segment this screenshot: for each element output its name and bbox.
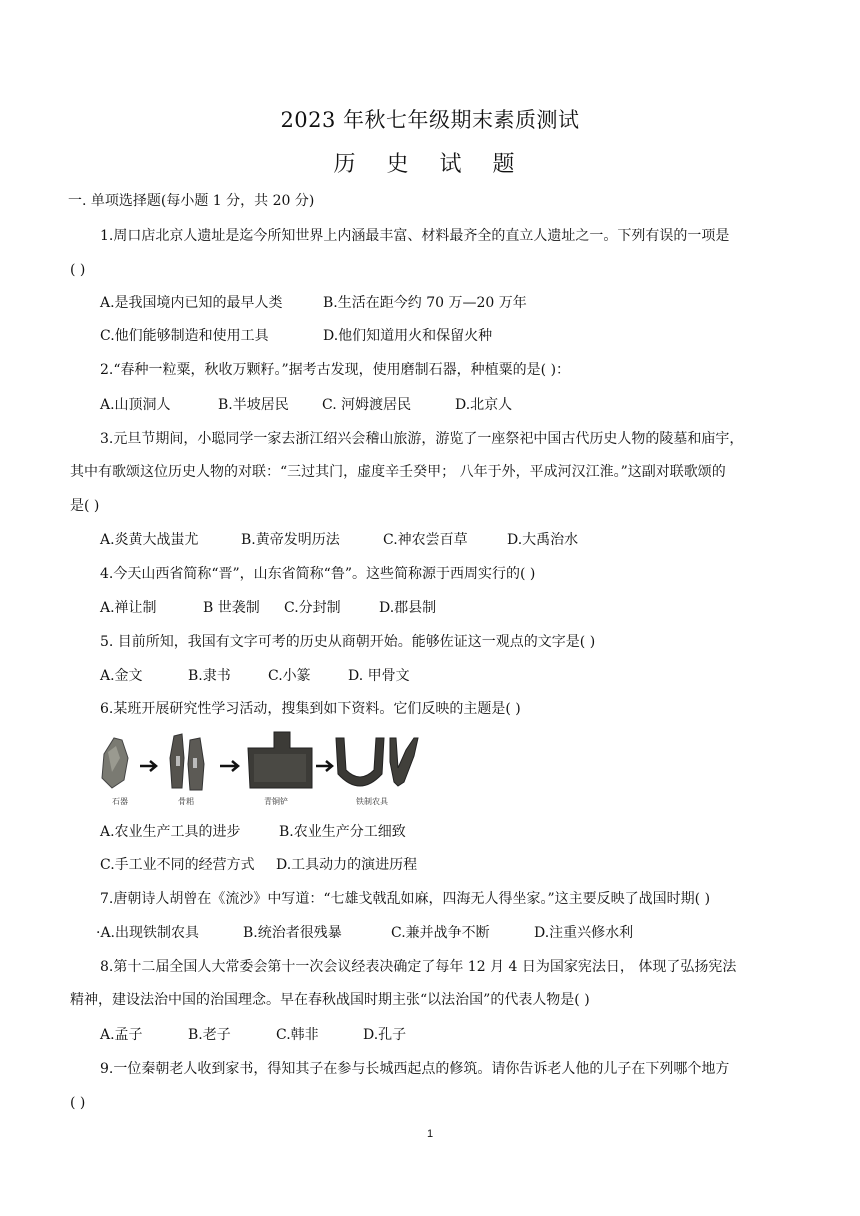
question-2-option-b: B.半坡居民 bbox=[218, 397, 289, 413]
question-8-option-b: B.老子 bbox=[188, 1027, 231, 1043]
question-1-option-a: A.是我国境内已知的最早人类 bbox=[100, 295, 283, 311]
question-4-text: 4.今天山西省简称“晋”，山东省简称“鲁”。这些简称源于西周实行的( ) bbox=[100, 566, 536, 582]
question-8-text-line-1: 8.第十二届全国人大常委会第十一次会议经表决确定了每年 12 月 4 日为国家宪法日， 体现了弘扬宪法 bbox=[100, 959, 737, 975]
farming-tools-figure bbox=[98, 728, 428, 810]
question-2-text: 2.“春种一粒粟，秋收万颗籽。”据考古发现，使用磨制石器，种植粟的是( )： bbox=[100, 362, 571, 378]
question-3-text-line-2: 其中有歌颂这位历史人物的对联：“三过其门，虚度辛壬癸甲； 八年于外，平成河汉江淮。”这副对联歌颂的 bbox=[70, 464, 726, 480]
iron-tools-image bbox=[336, 738, 384, 786]
question-7-text: 7.唐朝诗人胡曾在《流沙》中写道：“七雄戈戟乱如麻，四海无人得坐家。”这主要反映了战国时期( ) bbox=[100, 891, 711, 907]
question-7-option-b: B.统治者很残暴 bbox=[243, 925, 342, 941]
question-8-option-a: A.孟子 bbox=[100, 1027, 143, 1043]
question-1-option-c: C.他们能够制造和使用工具 bbox=[100, 328, 269, 344]
figure-label-stone: 石器 bbox=[112, 797, 128, 806]
question-3-option-d: D.大禹治水 bbox=[507, 532, 579, 548]
question-9-answer-blank: ( ) bbox=[70, 1095, 86, 1111]
question-6-option-c: C.手工业不同的经营方式 bbox=[100, 857, 255, 873]
question-6-text: 6.某班开展研究性学习活动，搜集到如下资料。它们反映的主题是( ) bbox=[100, 701, 521, 717]
question-2-option-d: D.北京人 bbox=[455, 397, 513, 413]
exam-title: 2023 年秋七年级期末素质测试 bbox=[280, 108, 580, 132]
figure-label-bronze: 青铜铲 bbox=[264, 797, 288, 806]
question-4-option-b: B 世袭制 bbox=[203, 600, 260, 616]
question-1-option-d: D.他们知道用火和保留火种 bbox=[323, 328, 493, 344]
question-6-option-d: D.工具动力的演进历程 bbox=[276, 857, 418, 873]
question-4-option-a: A.禅让制 bbox=[100, 600, 157, 616]
question-2-option-a: A.山顶洞人 bbox=[100, 397, 171, 413]
question-8-option-c: C.韩非 bbox=[276, 1027, 319, 1043]
question-3-option-a: A.炎黄大战蚩尤 bbox=[100, 532, 199, 548]
question-2-option-c: C. 河姆渡居民 bbox=[322, 397, 412, 413]
question-1-text: 1.周口店北京人遗址是迄今所知世界上内涵最丰富、材料最齐全的直立人遗址之一。下列有误的一项是 bbox=[100, 228, 730, 244]
arrow-icon bbox=[316, 761, 332, 771]
question-3-text-line-1: 3.元旦节期间，小聪同学一家去浙江绍兴会稽山旅游，游览了一座祭祀中国古代历史人物的陵墓和庙宇， bbox=[100, 431, 744, 447]
question-3-answer-blank: 是( ) bbox=[70, 498, 100, 514]
arrow-icon bbox=[220, 761, 238, 771]
exam-subtitle: 历 史 试 题 bbox=[333, 152, 527, 177]
question-4-option-d: D.郡县制 bbox=[379, 600, 437, 616]
question-7-option-d: D.注重兴修水利 bbox=[534, 925, 634, 941]
question-6-option-b: B.农业生产分工细致 bbox=[279, 824, 406, 840]
question-3-option-c: C.神农尝百草 bbox=[383, 532, 468, 548]
question-6-option-a: A.农业生产工具的进步 bbox=[100, 824, 241, 840]
question-8-text-line-2: 精神，建设法治中国的治国理念。早在春秋战国时期主张“以法治国”的代表人物是( ) bbox=[70, 992, 590, 1008]
question-7-option-a: ·A.出现铁制农具 bbox=[96, 925, 200, 941]
question-9-text: 9.一位秦朝老人收到家书，得知其子在参与长城西起点的修筑。请你告诉老人他的儿子在下列哪个地方 bbox=[100, 1061, 730, 1077]
figure-label-iron: 铁制农具 bbox=[356, 797, 388, 806]
question-5-option-b: B.隶书 bbox=[188, 668, 231, 684]
question-5-option-a: A.金文 bbox=[100, 668, 143, 684]
arrow-icon bbox=[140, 761, 156, 771]
question-5-option-d: D. 甲骨文 bbox=[348, 668, 410, 684]
question-5-text: 5. 目前所知，我国有文字可考的历史从商朝开始。能够佐证这一观点的文字是( ) bbox=[100, 634, 596, 650]
question-7-option-c: C.兼并战争不断 bbox=[391, 925, 490, 941]
question-4-option-c: C.分封制 bbox=[284, 600, 341, 616]
question-1-answer-blank: ( ) bbox=[70, 262, 86, 278]
figure-label-bone: 骨耜 bbox=[178, 797, 194, 806]
page-number: 1 bbox=[426, 1128, 434, 1140]
section-heading: 一. 单项选择题(每小题 1 分，共 20 分) bbox=[68, 193, 315, 209]
question-5-option-c: C.小篆 bbox=[268, 668, 311, 684]
question-3-option-b: B.黄帝发明历法 bbox=[241, 532, 340, 548]
question-8-option-d: D.孔子 bbox=[363, 1027, 407, 1043]
question-1-option-b: B.生活在距今约 70 万—20 万年 bbox=[323, 295, 527, 311]
